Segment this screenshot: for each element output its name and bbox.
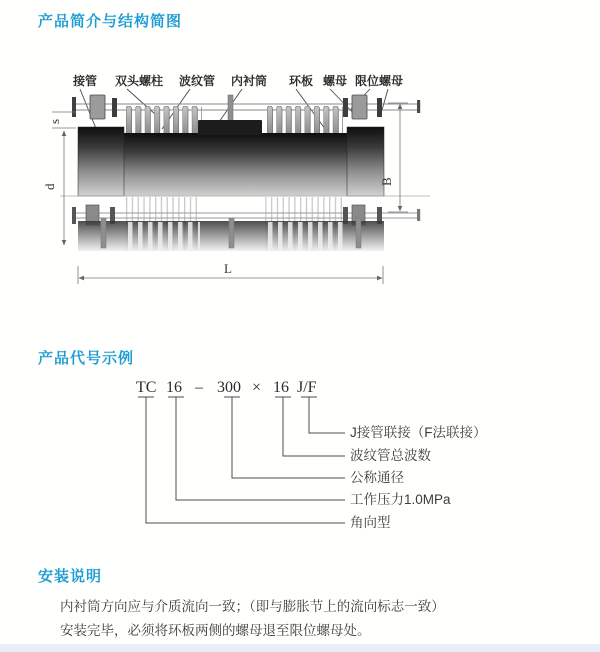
install-note-line: 安装完毕，必须将环板两侧的螺母退至限位螺母处。 xyxy=(60,623,371,638)
part-label-pipe: 接管 xyxy=(72,74,98,88)
rod-washer xyxy=(72,97,76,117)
code-part-dash: – xyxy=(195,379,203,396)
hanging-stud xyxy=(356,218,361,248)
part-label-liner: 内衬筒 xyxy=(230,74,268,88)
hanging-stud xyxy=(101,218,106,248)
bellows-right xyxy=(267,106,343,135)
rod-end xyxy=(417,100,420,113)
center-stud xyxy=(228,95,233,123)
code-part-waves: 16 xyxy=(273,379,289,396)
nut xyxy=(343,98,348,117)
legend-item-type: 角向型 xyxy=(350,515,391,530)
legend-item-pressure: 工作压力1.0MPa xyxy=(350,492,451,507)
code-part-pressure: 16 xyxy=(166,379,182,396)
footer-strip xyxy=(0,644,600,652)
inner-liner-band xyxy=(198,120,262,135)
part-label-ring-plate: 环板 xyxy=(288,74,314,88)
code-part-diameter: 300 xyxy=(217,379,241,396)
legend-item-waves: 波纹管总波数 xyxy=(350,448,431,463)
dimension-label-B: B xyxy=(379,177,394,186)
part-label-bellows: 波纹管 xyxy=(178,74,216,88)
code-part-times: × xyxy=(252,379,262,396)
limit-nut xyxy=(377,98,382,117)
part-labels xyxy=(72,73,403,88)
intro-section-title: 产品简介与结构简图 xyxy=(38,13,183,30)
lower-half xyxy=(72,197,420,251)
part-label-nut: 螺母 xyxy=(322,74,348,88)
install-note-line: 内衬筒方向应与介质流向一致；（即与膨胀节上的流向标志一致） xyxy=(60,599,445,614)
stud-nut xyxy=(352,95,367,119)
pipe-end-left xyxy=(78,127,124,196)
hanging-stud xyxy=(229,218,234,248)
bellows-left xyxy=(126,106,202,135)
tie-rod-top xyxy=(72,95,420,123)
dimension-label-d: d xyxy=(42,183,57,190)
code-part-connection: J/F xyxy=(297,379,317,396)
nut xyxy=(112,98,117,117)
dimension-label-s: s xyxy=(47,118,62,124)
dimension-label-L: L xyxy=(224,261,232,276)
legend-item-diameter: 公称通径 xyxy=(350,470,404,485)
stud-nut xyxy=(90,95,105,119)
install-section-title: 安装说明 xyxy=(38,568,103,585)
part-label-stud: 双头螺柱 xyxy=(114,74,164,88)
code-section-title: 产品代号示例 xyxy=(38,350,135,367)
code-part-type: TC xyxy=(136,379,157,396)
legend-item-connection: J接管联接（F法联接） xyxy=(350,425,487,440)
part-label-limit-nut: 限位螺母 xyxy=(354,74,404,88)
structure-diagram xyxy=(40,66,440,302)
